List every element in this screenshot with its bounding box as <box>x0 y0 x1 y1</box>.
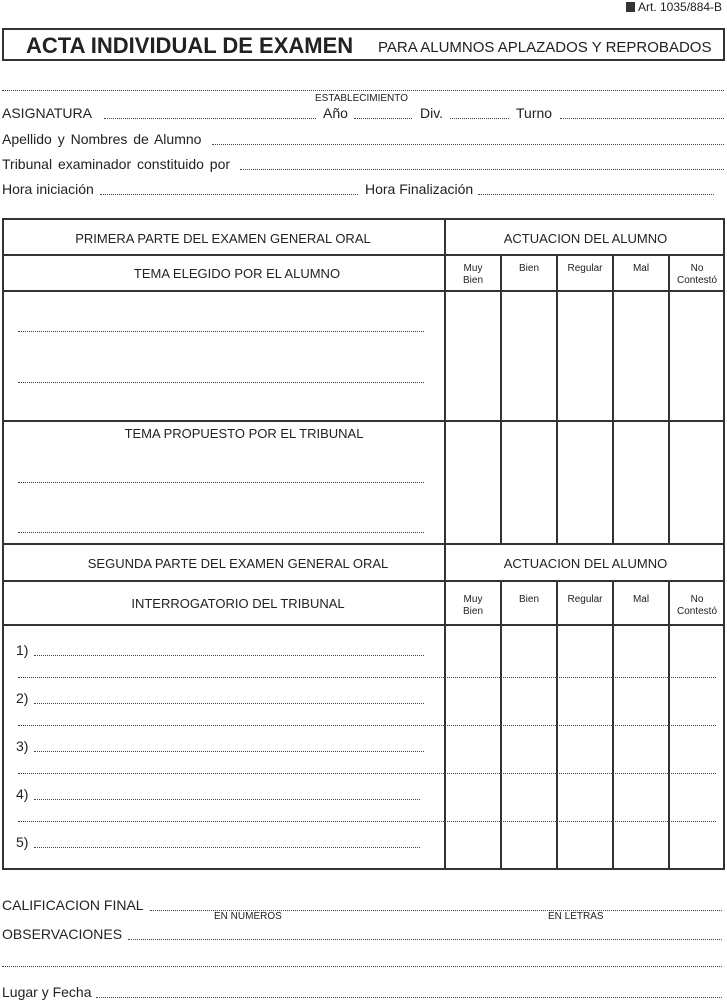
question-4-label: 4) <box>16 786 29 802</box>
rating-mal: Mal <box>632 594 650 605</box>
rating-no-contesto: No Contestó <box>676 594 718 617</box>
observaciones-field[interactable] <box>128 939 722 940</box>
asignatura-label: ASIGNATURA <box>2 105 92 121</box>
page-subtitle: PARA ALUMNOS APLAZADOS Y REPROBADOS <box>378 39 712 56</box>
rating-no-contesto: No Contestó <box>676 263 718 286</box>
turno-label: Turno <box>516 105 553 121</box>
anio-field[interactable] <box>354 118 412 119</box>
tema-elegido-line-2[interactable] <box>18 382 424 383</box>
question-1-label: 1) <box>16 642 29 658</box>
table-divider <box>2 254 725 256</box>
lugar-fecha-field[interactable] <box>96 997 722 998</box>
observaciones-label: OBSERVACIONES <box>2 926 123 942</box>
tribunal-field[interactable] <box>240 169 724 170</box>
tema-propuesto-line-1[interactable] <box>18 482 424 483</box>
article-number: Art. 1035/884-B <box>638 0 723 14</box>
en-letras-label: EN LETRAS <box>548 911 604 922</box>
rating-muy-bien: Muy Bien <box>462 594 483 617</box>
question-1-field-extra[interactable] <box>18 677 716 678</box>
question-4-field[interactable] <box>34 799 420 800</box>
question-5-label: 5) <box>16 834 29 850</box>
tema-propuesto-line-2[interactable] <box>18 532 424 533</box>
section2-title: SEGUNDA PARTE DEL EXAMEN GENERAL ORAL <box>87 556 389 571</box>
question-5-field[interactable] <box>34 847 420 848</box>
table-divider <box>612 254 614 543</box>
question-2-field[interactable] <box>34 703 424 704</box>
table-divider <box>500 254 502 543</box>
div-field[interactable] <box>450 118 509 119</box>
observaciones-field-extra[interactable] <box>2 966 722 967</box>
div-label: Div. <box>420 105 444 121</box>
question-2-field-extra[interactable] <box>18 725 716 726</box>
interrogatorio-label: INTERROGATORIO DEL TRIBUNAL <box>131 596 345 611</box>
title-box <box>2 28 725 61</box>
lugar-fecha-label: Lugar y Fecha <box>2 984 92 1000</box>
rating-muy-bien: Muy Bien <box>462 263 483 286</box>
hora-inicio-label: Hora iniciación <box>2 181 94 197</box>
apellido-label: Apellido y Nombres de Alumno <box>2 131 202 147</box>
rating-bien: Bien <box>518 263 539 274</box>
en-numeros-label: EN NUMEROS <box>214 911 282 922</box>
question-1-field[interactable] <box>34 655 424 656</box>
table-divider <box>2 420 725 422</box>
question-3-label: 3) <box>16 738 29 754</box>
question-3-field[interactable] <box>34 751 424 752</box>
tribunal-label: Tribunal examinador constituido por <box>2 156 231 172</box>
rating-mal: Mal <box>632 263 650 274</box>
establecimiento-field[interactable] <box>2 90 724 91</box>
rating-regular: Regular <box>567 594 603 605</box>
table-divider <box>2 580 725 582</box>
tema-elegido-label: TEMA ELEGIDO POR EL ALUMNO <box>133 266 341 281</box>
hora-fin-field[interactable] <box>478 194 714 195</box>
hora-fin-label: Hora Finalización <box>365 181 474 197</box>
section2-actuacion: ACTUACION DEL ALUMNO <box>503 556 668 571</box>
table-divider <box>668 254 670 543</box>
anio-label: Año <box>323 105 348 121</box>
question-3-field-extra[interactable] <box>18 773 716 774</box>
table-divider <box>556 254 558 543</box>
document-icon <box>626 2 635 12</box>
table-divider <box>2 290 725 292</box>
section1-actuacion: ACTUACION DEL ALUMNO <box>503 231 668 246</box>
article-reference <box>626 0 722 14</box>
rating-regular: Regular <box>567 263 603 274</box>
table-divider <box>2 624 725 626</box>
table-divider <box>2 543 725 545</box>
tema-elegido-line-1[interactable] <box>18 331 424 332</box>
asignatura-field[interactable] <box>104 118 316 119</box>
calificacion-label: CALIFICACION FINAL <box>2 897 144 913</box>
apellido-field[interactable] <box>212 144 724 145</box>
question-2-label: 2) <box>16 690 29 706</box>
question-4-field-extra[interactable] <box>18 821 716 822</box>
section1-title: PRIMERA PARTE DEL EXAMEN GENERAL ORAL <box>75 231 371 246</box>
turno-field[interactable] <box>560 118 724 119</box>
hora-inicio-field[interactable] <box>100 194 358 195</box>
establecimiento-label: ESTABLECIMIENTO <box>315 93 408 104</box>
tema-propuesto-label: TEMA PROPUESTO POR EL TRIBUNAL <box>124 426 364 441</box>
rating-bien: Bien <box>518 594 539 605</box>
page-title: ACTA INDIVIDUAL DE EXAMEN <box>26 33 354 58</box>
